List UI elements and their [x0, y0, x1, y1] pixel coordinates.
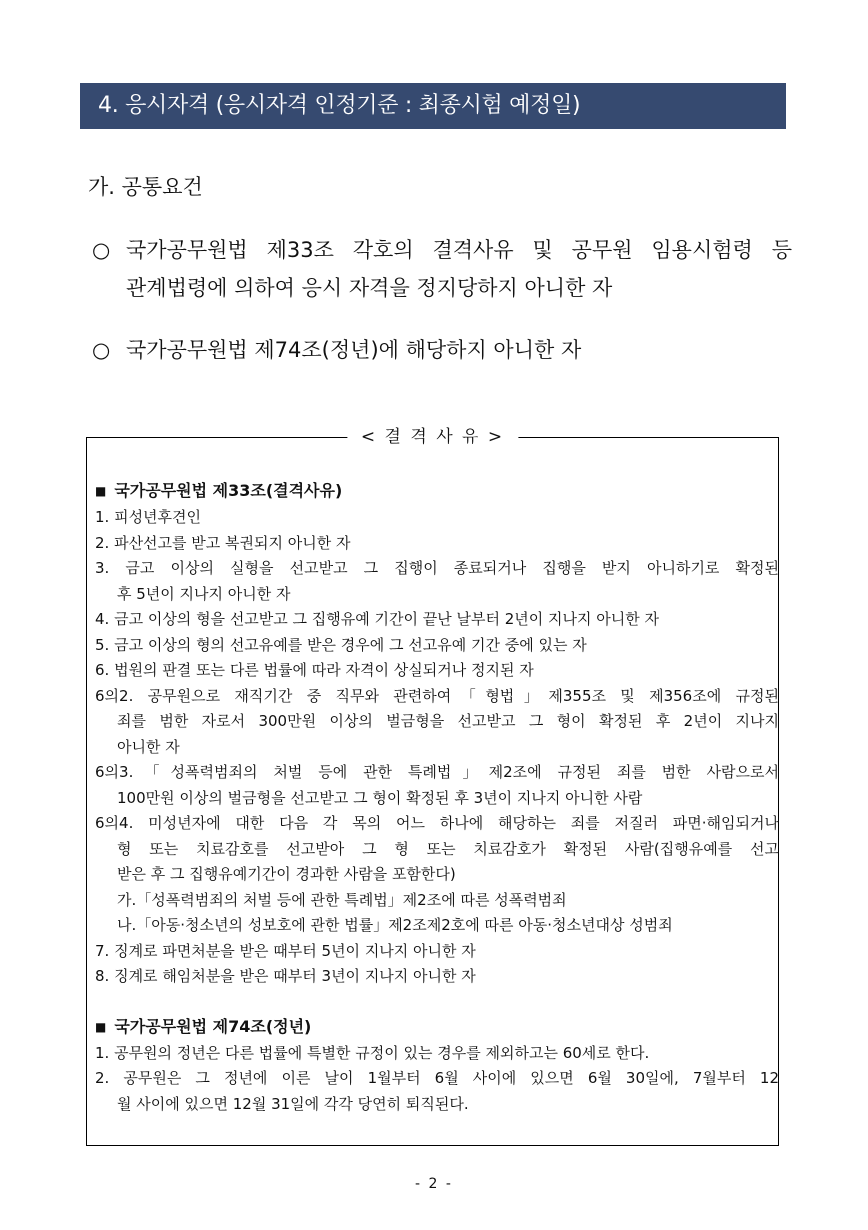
list-item-text-continued: 100만원 이상의 벌금형을 선고받고 그 형이 확정된 후 3년이 지나지 아니한 사람 [117, 788, 643, 807]
list-item [95, 556, 779, 607]
list-item-text: 5. 금고 이상의 형의 선고유예를 받은 경우에 그 선고유예 기간 중에 있는 자 [95, 635, 587, 654]
requirement-item [92, 331, 792, 369]
page-number: - 2 - [415, 1176, 453, 1192]
requirement-text: 국가공무원법 제74조(정년)에 해당하지 아니한 자 [126, 338, 582, 362]
list-item-text-continued: 후 5년이 지나지 아니한 자 [117, 584, 291, 603]
list-item-text-continued: 아니한 자 [117, 737, 180, 756]
sub-item-text: 가.「성폭력범죄의 처벌 등에 관한 특례법」제2조에 따른 성폭력범죄 [117, 890, 567, 909]
list-item [95, 658, 779, 684]
box-content [95, 478, 779, 1117]
list-item-text: 6. 법원의 판결 또는 다른 법률에 따라 자격이 상실되거나 정지된 자 [95, 661, 534, 679]
list-item-text-continued: 죄를 범한 자로서 300만원 이상의 벌금형을 선고받고 그 형이 확정된 후 2년이 지나지 [117, 712, 779, 730]
law-heading [95, 1014, 779, 1041]
circle-bullet-icon: ○ [92, 338, 111, 362]
list-item-text: 4. 금고 이상의 형을 선고받고 그 집행유예 기간이 끝난 날부터 2년이 지나지 아니한 자 [95, 610, 660, 628]
list-item-text-continued: 형 또는 치료감호를 선고받아 그 형 또는 치료감호가 확정된 사람(집행유예를 선고 [117, 839, 779, 858]
list-item [95, 760, 779, 811]
box-title: < 결 격 사 유 > [347, 425, 518, 449]
list-item [95, 1041, 779, 1067]
sub-item-text: 나.「아동·청소년의 성보호에 관한 법률」제2조제2호에 따른 아동·청소년대상 성범죄 [117, 916, 673, 934]
list-item [95, 531, 779, 557]
list-item [95, 607, 779, 633]
subsection-heading: 가. 공통요건 [88, 175, 203, 199]
list-item-text: 7. 징계로 파면처분을 받은 때부터 5년이 지나지 아니한 자 [95, 941, 476, 960]
list-item-text: 6의3.「성폭력범죄의 처벌 등에 관한 특례법」제2조에 규정된 죄를 범한 사람으로서 [95, 763, 779, 781]
list-item [95, 1066, 779, 1117]
list-item-text: 8. 징계로 해임처분을 받은 때부터 3년이 지나지 아니한 자 [95, 967, 476, 985]
list-item-text: 2. 공무원은 그 정년에 이른 날이 1월부터 6월 사이에 있으면 6월 30일에, 7월부터 12 [95, 1069, 779, 1087]
circle-bullet-icon: ○ [92, 238, 111, 262]
list-item [95, 939, 779, 965]
section-title: 4. 응시자격 (응시자격 인정기준 : 최종시험 예정일) [80, 83, 786, 129]
disqualification-box [86, 427, 779, 1146]
requirement-text: 국가공무원법 제33조 각호의 결격사유 및 공무원 임용시험령 등 [126, 238, 792, 262]
list-item [95, 684, 779, 761]
list-item-text: 2. 파산선고를 받고 복권되지 아니한 자 [95, 533, 351, 552]
list-item-text: 1. 피성년후견인 [95, 508, 202, 526]
list-item-text-continued: 월 사이에 있으면 12월 31일에 각각 당연히 퇴직된다. [117, 1094, 469, 1113]
square-bullet-icon: ■ [95, 1019, 107, 1034]
requirement-item [92, 231, 792, 307]
list-item-text: 1. 공무원의 정년은 다른 법률에 특별한 규정이 있는 경우를 제외하고는 60세로 한다. [95, 1043, 650, 1062]
square-bullet-icon: ■ [95, 484, 107, 498]
list-item [95, 811, 779, 939]
list-item-text: 6의4. 미성년자에 대한 다음 각 목의 어느 하나에 해당하는 죄를 저질러 파면·해임되거나 [95, 814, 779, 832]
list-item-text-continued: 받은 후 그 집행유예기간이 경과한 사람을 포함한다) [117, 865, 456, 883]
list-item [95, 633, 779, 659]
law-heading-text: 국가공무원법 제33조(결격사유) [114, 481, 343, 500]
list-item-text: 6의2. 공무원으로 재직기간 중 직무와 관련하여「형법」제355조 및 제356조에 규정된 [95, 686, 779, 705]
list-item-text: 3. 금고 이상의 실형을 선고받고 그 집행이 종료되거나 집행을 받지 아니하기로 확정된 [95, 559, 779, 577]
law-heading [95, 478, 779, 505]
list-item [95, 505, 779, 531]
law-heading-text: 국가공무원법 제74조(정년) [114, 1016, 312, 1036]
spacer [95, 990, 779, 1014]
list-item [95, 964, 779, 990]
requirement-text-continued: 관계법령에 의하여 응시 자격을 정지당하지 아니한 자 [126, 276, 613, 300]
